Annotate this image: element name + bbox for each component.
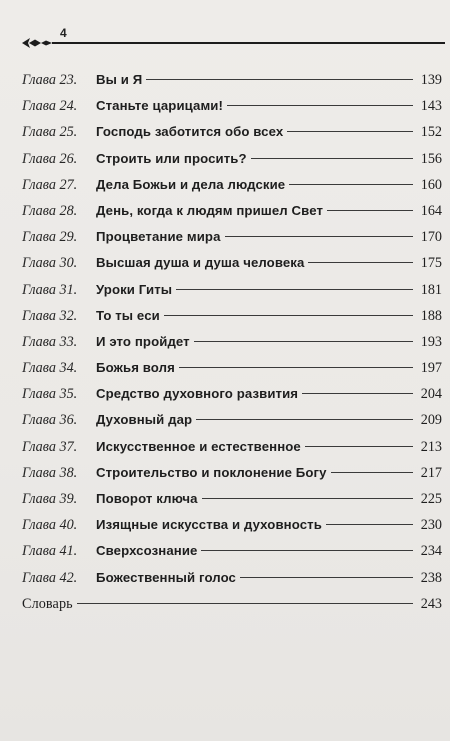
toc-entry [22,489,442,515]
toc-title: Высшая душа и душа человека [96,255,305,271]
toc-page-number: 170 [420,229,442,246]
toc-entry [22,306,442,332]
toc-page-number: 243 [420,595,442,612]
toc-leader-line [287,131,413,132]
toc-leader-line [326,524,413,525]
toc-leader-line [302,393,413,394]
toc-title: Строить или просить? [96,150,247,166]
toc-chapter-label: Глава 23. [22,72,78,88]
toc-title: День, когда к людям пришел Свет [96,202,324,218]
toc-entry [22,70,442,96]
toc-entry [22,437,442,463]
toc-entry [22,384,442,410]
toc-entry [22,358,442,384]
toc-page-number: 156 [420,150,442,167]
toc-title: Божественный голос [96,569,236,585]
toc-leader-line [201,550,413,551]
toc-title: Процветание мира [96,229,221,245]
toc-title: Изящные искусства и духовность [96,517,322,533]
toc-title: Поворот ключа [96,491,198,506]
toc-leader-line [202,498,413,499]
toc-page-number: 217 [420,464,442,481]
toc-leader-line [164,315,413,316]
toc-page-number: 181 [420,281,442,298]
toc-title: Искусственное и естественное [96,438,301,454]
toc-title: Уроки Гиты [96,281,173,297]
toc-title: Духовный дар [96,412,193,428]
toc-page-number: 230 [420,517,442,534]
toc-chapter-label: Глава 24. [22,98,78,115]
toc-page-number: 238 [420,569,442,586]
toc-chapter-label: Глава 33. [22,333,78,350]
toc-page-number: 175 [420,255,442,272]
toc-leader-line [331,472,413,473]
toc-page-number: 143 [420,98,442,115]
toc-chapter-label: Глава 40. [22,517,78,534]
table-of-contents [22,70,442,620]
toc-chapter-label: Глава 30. [22,255,78,272]
toc-page-number: 139 [420,72,442,88]
toc-title: Вы и Я [96,72,143,87]
toc-leader-line [251,158,413,159]
toc-chapter-label: Глава 35. [22,386,78,403]
toc-entry [22,594,442,620]
toc-entry [22,253,442,279]
toc-entry [22,541,442,567]
toc-title: Строительство и поклонение Богу [96,464,327,480]
toc-page-number: 234 [420,543,442,560]
toc-leader-line [227,105,413,106]
toc-chapter-label: Глава 27. [22,176,78,193]
toc-leader-line [305,446,413,447]
toc-title: Дела Божьи и дела людские [96,176,286,192]
toc-page-number: 204 [420,386,442,403]
toc-title: И это пройдет [96,333,190,349]
toc-page-number: 160 [420,176,442,193]
ornamental-arrow-rule [20,36,445,50]
toc-title: Станьте царицами! [96,98,224,114]
toc-leader-line [179,367,413,368]
toc-chapter-label: Глава 34. [22,360,78,377]
toc-title: Словарь [22,595,73,612]
toc-leader-line [308,262,413,263]
toc-leader-line [225,236,413,237]
toc-page-number: 209 [420,412,442,429]
toc-leader-line [289,184,413,185]
toc-chapter-label: Глава 36. [22,412,78,429]
toc-entry [22,227,442,253]
toc-entry [22,515,442,541]
toc-leader-line [176,289,413,290]
page-header [20,22,445,52]
toc-page-number: 213 [420,438,442,455]
toc-chapter-label: Глава 39. [22,491,78,507]
toc-page-number: 188 [420,307,442,324]
toc-page-number: 225 [420,491,442,507]
toc-entry [22,568,442,594]
toc-entry [22,149,442,175]
toc-title: Божья воля [96,360,175,376]
toc-entry [22,463,442,489]
toc-chapter-label: Глава 29. [22,229,78,246]
toc-title: Господь заботится обо всех [96,124,284,140]
toc-chapter-label: Глава 31. [22,281,78,298]
toc-leader-line [77,603,413,604]
toc-entry [22,332,442,358]
toc-title: Средство духовного развития [96,386,299,402]
toc-leader-line [196,419,413,420]
toc-chapter-label: Глава 26. [22,150,78,167]
toc-page-number: 152 [420,124,442,141]
toc-chapter-label: Глава 37. [22,438,78,455]
toc-chapter-label: Глава 28. [22,202,78,219]
toc-page-number: 197 [420,360,442,377]
toc-entry [22,122,442,148]
toc-leader-line [194,341,413,342]
toc-leader-line [327,210,413,211]
page-number: 4 [60,26,67,40]
toc-chapter-label: Глава 38. [22,464,78,481]
toc-page-number: 193 [420,333,442,350]
toc-title: То ты еси [96,307,160,323]
toc-chapter-label: Глава 42. [22,569,78,586]
toc-entry [22,201,442,227]
toc-leader-line [240,577,413,578]
toc-title: Сверхсознание [96,543,198,559]
toc-entry [22,175,442,201]
toc-chapter-label: Глава 41. [22,543,78,560]
toc-entry [22,410,442,436]
toc-page-number: 164 [420,202,442,219]
toc-chapter-label: Глава 32. [22,307,78,324]
toc-chapter-label: Глава 25. [22,124,78,141]
toc-entry [22,280,442,306]
toc-leader-line [146,79,413,80]
toc-entry [22,96,442,122]
